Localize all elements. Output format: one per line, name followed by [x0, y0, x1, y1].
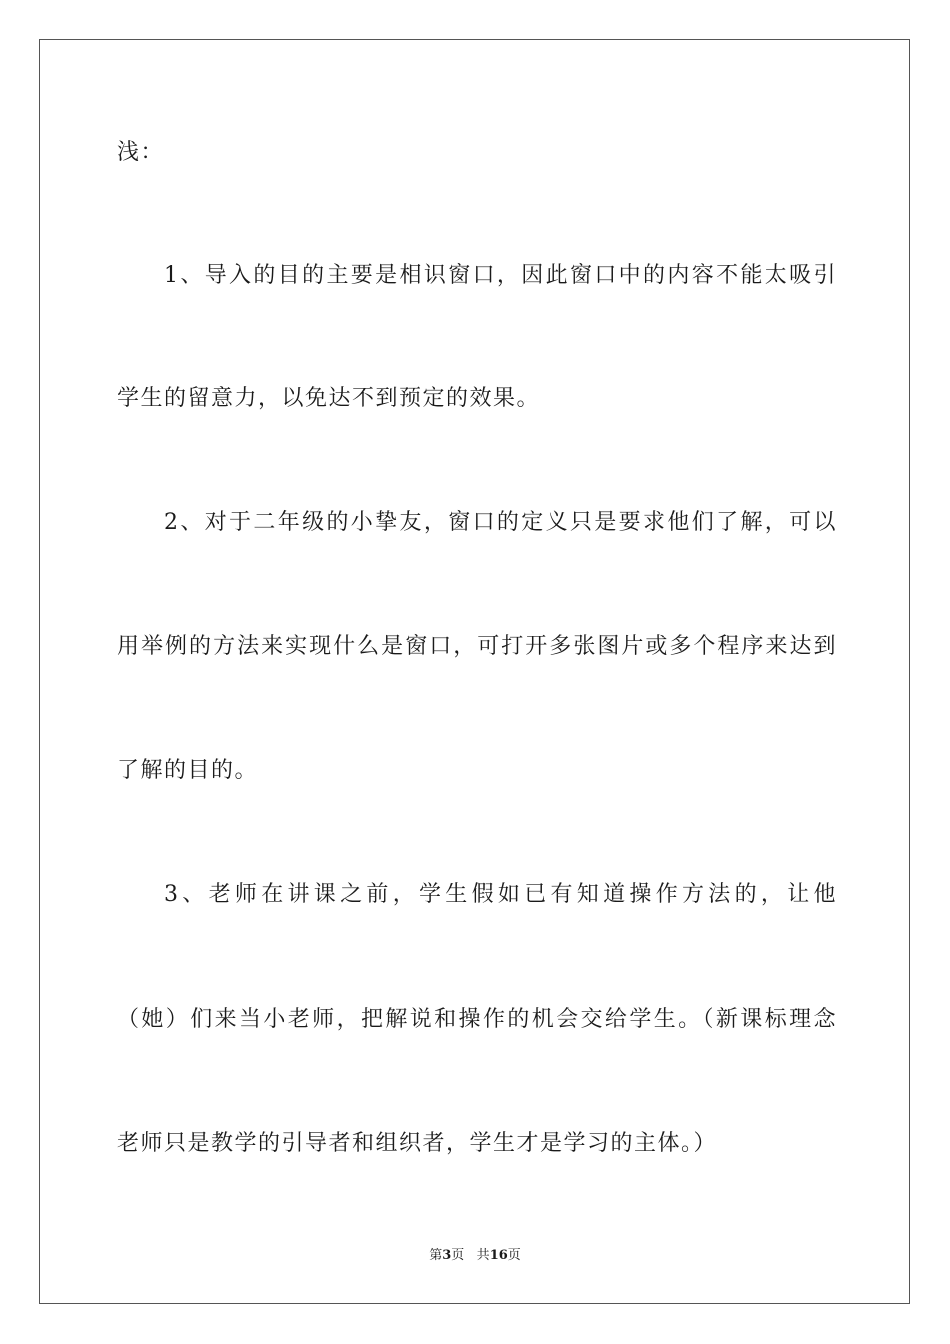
- page-prefix: 第: [429, 1248, 443, 1263]
- text-line-6: 了解的目的。: [117, 758, 259, 783]
- page-number: 3: [442, 1248, 452, 1263]
- total-pages: 16: [489, 1248, 508, 1263]
- text-line-1: 浅：: [117, 140, 165, 165]
- text-line-3: 学生的留意力，以免达不到预定的效果。: [117, 386, 541, 411]
- total-prefix: 共: [476, 1248, 490, 1263]
- page-footer: [0, 1247, 950, 1265]
- text-line-2: 1、导入的目的主要是相识窗口，因此窗口中的内容不能太吸引: [164, 263, 837, 288]
- text-line-9: 老师只是教学的引导者和组织者，学生才是学习的主体。）: [117, 1131, 718, 1156]
- text-line-8: （她）们来当小老师，把解说和操作的机会交给学生。（新课标理念: [117, 1007, 837, 1032]
- text-line-5: 用举例的方法来实现什么是窗口，可打开多张图片或多个程序来达到: [117, 634, 837, 659]
- page-suffix: 页: [451, 1248, 465, 1263]
- total-suffix: 页: [507, 1248, 521, 1263]
- text-line-4: 2、对于二年级的小挚友，窗口的定义只是要求他们了解，可以: [164, 510, 837, 535]
- page-frame: [39, 39, 910, 1304]
- text-line-7: 3、老师在讲课之前，学生假如已有知道操作方法的，让他: [164, 882, 837, 907]
